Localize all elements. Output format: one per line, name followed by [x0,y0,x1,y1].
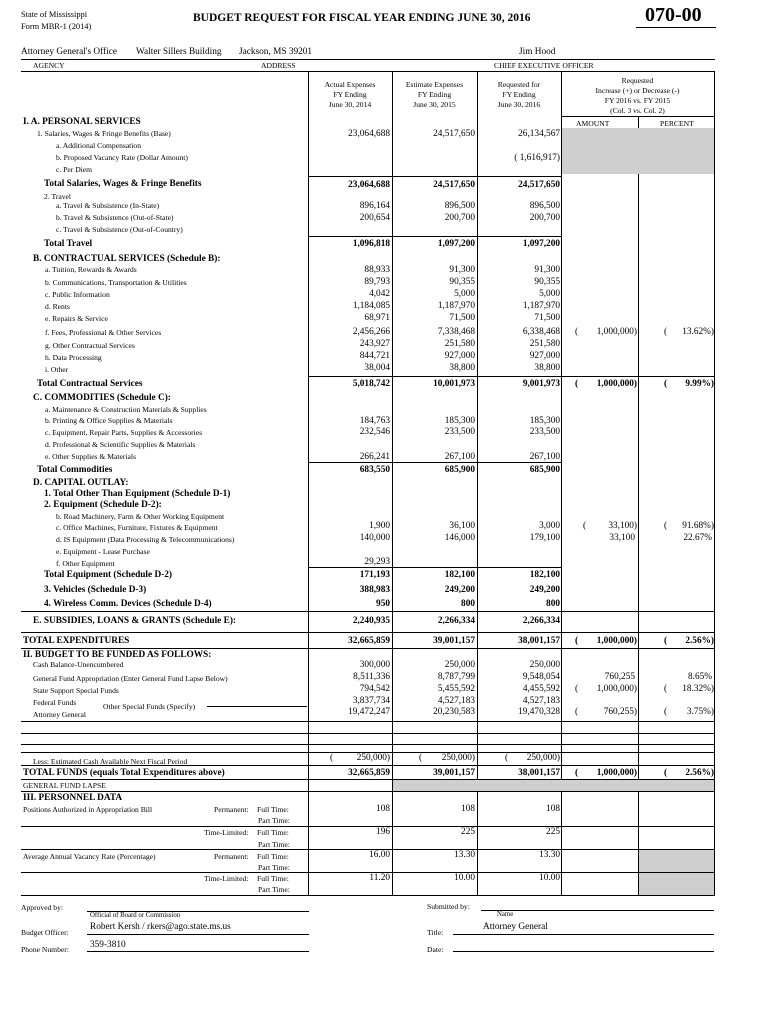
line-label: Full Time: [257,874,289,883]
paren: ( [575,327,579,337]
cell-value: 36,100 [449,521,475,531]
cell-value: 38,001,157 [518,768,560,778]
line-label: Part Time: [258,885,290,894]
cell-value: 38,800 [449,363,475,373]
paren: ( [664,327,668,337]
line-label: e. Repairs & Service [45,314,108,323]
col1-header: Actual Expenses FY Ending June 30, 2014 [324,80,376,109]
cell-value: 146,000 [444,533,475,543]
cell-value: 32,665,859 [348,636,390,646]
cell-value: 388,983 [359,585,390,595]
paren: ( [664,379,668,389]
cell-value: 24,517,650 [518,180,560,190]
line-label: c. Travel & Subsistence (Out-of-Country) [56,225,183,234]
line-label: c. Per Diem [56,165,93,174]
line-label: b. Proposed Vacancy Rate (Dollar Amount) [56,153,188,162]
total-label: Total Commodities [37,465,113,475]
line-label: Part Time: [258,840,290,849]
cell-value: 4,455,592 [522,684,560,694]
funding-heading: II. BUDGET TO BE FUNDED AS FOLLOWS: [23,650,212,660]
change-amount: 33,100) [608,521,637,531]
cell-value: 23,064,688 [348,129,390,139]
change-amount: 1,000,000) [596,768,637,778]
change-amount: 760,255 [604,672,635,682]
cell-value: 185,300 [529,416,560,426]
cell-value: 24,517,650 [433,180,475,190]
cell-value: 171,193 [359,570,390,580]
line-label: g. Other Contractual Services [45,341,135,350]
change-percent: 22.67% [683,533,712,543]
cell-value: 11.20 [369,873,390,883]
capital-heading: D. CAPITAL OUTLAY: [33,478,129,488]
cell-value: 249,200 [529,585,560,595]
line-label: 2. Equipment (Schedule D-2): [44,500,162,510]
cell-value: 7,338,468 [437,327,475,337]
cell-value: 250,000) [526,753,560,763]
cell-value: 38,004 [364,363,390,373]
paren: ( [575,684,579,694]
change-amount: 1,000,000) [596,684,637,694]
cell-value: 10.00 [454,873,475,883]
cell-value: 19,472,247 [348,707,390,717]
cell-value: 9,548,054 [522,672,560,682]
cell-value: 250,000 [444,660,475,670]
cell-value: 794,542 [359,684,390,694]
cell-value: 9,001,973 [522,379,560,389]
official-label: Official of Board or Commission [90,912,181,919]
cell-value: 19,470,328 [518,707,560,717]
cell-value: 233,500 [444,427,475,437]
cell-value: 26,134,567 [518,129,560,139]
change-percent: 13.62%) [682,327,714,337]
line-label: b. Communications, Transportation & Utilities [45,278,187,287]
cell-value: 20,230,583 [433,707,475,717]
cell-value: 13.30 [454,850,475,860]
change-percent: 3.75%) [686,707,714,717]
phone-value[interactable]: 359-3810 [90,940,126,950]
shaded-cell [393,780,714,791]
approved-by-label: Approved by: [21,903,63,912]
cell-value: 4,042 [369,289,390,299]
paren: ( [664,521,668,531]
cell-value: 232,546 [359,427,390,437]
line-label: a. Tuition, Rewards & Awards [45,265,137,274]
cell-value: 927,000 [444,351,475,361]
line-label: General Fund Appropriation (Enter General Fund Lapse Below) [33,674,228,683]
line-label: Full Time: [257,828,289,837]
ceo-name: Jim Hood [519,47,556,57]
change-percent: 8.65% [687,672,712,682]
cell-value: 1,187,970 [522,301,560,311]
paren: ( [505,753,509,763]
cell-value: 233,500 [529,427,560,437]
cell-value: 4,527,183 [522,696,560,706]
change-amount: 1,000,000) [596,327,637,337]
line-label: Permanent: [214,852,249,861]
cell-value: 927,000 [529,351,560,361]
paren: ( [575,768,579,778]
cell-value: 266,241 [359,452,390,462]
cell-value: 13.30 [539,850,560,860]
cell-value: 39,001,157 [433,636,475,646]
line-label: Other Special Funds (Specify) [103,702,196,711]
cell-value: 243,927 [359,339,390,349]
change-percent: 2.56%) [685,768,714,778]
cell-value: 1,096,818 [352,239,390,249]
line-label: e. Equipment - Lease Purchase [56,547,150,556]
cell-value: 5,000 [539,289,560,299]
cell-value: 88,933 [364,265,390,275]
col2-header: Estimate Expenses FY Ending June 30, 2015 [405,80,464,109]
cell-value: 184,763 [359,416,390,426]
lapse-label: GENERAL FUND LAPSE [23,781,106,790]
line-label: f. Other Equipment [56,559,115,568]
line-label: e. Other Supplies & Materials [45,452,136,461]
percent-header: PERCENT [660,119,694,128]
line-label: Part Time: [258,863,290,872]
cell-value: 250,000) [356,753,390,763]
line-label: b. Printing & Office Supplies & Materials [45,416,173,425]
state-label: State of Mississippi [21,10,88,19]
cell-value: 6,338,468 [522,327,560,337]
form-label: Form MBR-1 (2014) [21,22,92,31]
line-label: Time-Limited: [204,828,249,837]
cell-value: 29,293 [364,557,390,567]
paren: ( [664,684,668,694]
paren: ( [575,636,579,646]
line-label: i. Other [45,365,69,374]
cell-value: 844,721 [359,351,390,361]
paren: ( [664,636,668,646]
cell-value: 140,000 [359,533,390,543]
cell-value: 249,200 [444,585,475,595]
commodities-heading: C. COMMODITIES (Schedule C): [33,393,171,403]
cell-value: 185,300 [444,416,475,426]
cell-value: 225 [546,827,560,837]
cell-value: 2,456,266 [352,327,390,337]
cell-value: 800 [461,599,475,609]
line-label: h. Data Processing [45,353,102,362]
agency-city: Jackson, MS 39201 [239,47,313,57]
cell-value: 200,654 [359,213,390,223]
cell-value: 179,100 [529,533,560,543]
amount-header: AMOUNT [576,119,610,128]
cell-value: 89,793 [364,277,390,287]
cell-value: 250,000 [529,660,560,670]
cell-value: 10,001,973 [433,379,475,389]
cell-value: 300,000 [359,660,390,670]
cell-value: 251,580 [444,339,475,349]
line-label: a. Maintenance & Construction Materials & Supplies [45,405,207,414]
cell-value: 2,266,334 [437,616,475,626]
cell-value: 896,500 [444,201,475,211]
line-label: a. Travel & Subsistence (In-State) [56,201,160,210]
col4-header: Requested Increase (+) or Decrease (-) FY 2016 vs. FY 2015 (Col. 3 vs. Col. 2) [595,76,680,115]
cell-value: 3,000 [539,521,560,531]
cell-value: 896,164 [359,201,390,211]
line-label: Less: Estimated Cash Available Next Fiscal Period [33,757,188,766]
change-percent: 18.32%) [682,684,714,694]
total-label: Total Equipment (Schedule D-2) [44,570,173,580]
shaded-cell [562,128,714,174]
phone-label: Phone Number: [21,945,69,954]
line-label: d. Rents [45,302,70,311]
line-label: State Support Special Funds [33,686,119,695]
line-label: d. Professional & Scientific Supplies & Materials [45,440,196,449]
change-amount: 33,100 [609,533,635,543]
cell-value: 5,455,592 [437,684,475,694]
cell-value: 896,500 [529,201,560,211]
personal-heading: I. A. PERSONAL SERVICES [23,117,141,127]
cell-value: 685,900 [444,465,475,475]
cell-value: 24,517,650 [433,129,475,139]
line-label: c. Equipment, Repair Parts, Supplies & Accessories [45,428,203,437]
total-label: Total Contractual Services [37,379,143,389]
cell-value: 267,100 [529,452,560,462]
cell-value: 38,800 [534,363,560,373]
cell-value: 32,665,859 [348,768,390,778]
cell-value: 108 [461,804,475,814]
change-amount: 760,255) [603,707,637,717]
cell-value: 182,100 [444,570,475,580]
line-label: 3. Vehicles (Schedule D-3) [44,585,147,595]
cell-value: 5,000 [454,289,475,299]
agency-building: Walter Sillers Building [136,47,222,57]
cell-value: 8,787,799 [437,672,475,682]
line-label: 2. Travel [44,192,72,201]
paren: ( [664,707,668,717]
change-amount: 1,000,000) [596,636,637,646]
contractual-heading: B. CONTRACTUAL SERVICES (Schedule B): [33,254,221,264]
cell-value: 800 [546,599,560,609]
personnel-heading: III. PERSONNEL DATA [23,793,123,803]
cell-value: 90,355 [449,277,475,287]
cell-value: 91,300 [534,265,560,275]
cell-value: 4,527,183 [437,696,475,706]
line-label: b. Road Machinery, Farm & Other Working Equipment [56,512,225,521]
cell-value: 71,500 [534,313,560,323]
line-label: 1. Salaries, Wages & Fringe Benefits (Base) [37,129,171,138]
total-label: Total Travel [44,239,93,249]
cell-value: 685,900 [529,465,560,475]
cell-value: 950 [376,599,390,609]
cell-value: 1,097,200 [522,239,560,249]
cell-value: 90,355 [534,277,560,287]
line-label: b. Travel & Subsistence (Out-of-State) [56,213,174,222]
cell-value: 225 [461,827,475,837]
cell-value: 1,187,970 [437,301,475,311]
paren: ( [583,521,587,531]
cell-value: 267,100 [444,452,475,462]
line-label: Full Time: [257,805,289,814]
cell-value: 683,550 [359,465,390,475]
agency-name: Attorney General's Office [21,47,117,57]
line-label: Federal Funds [33,698,77,707]
line-label: Full Time: [257,852,289,861]
title-label: Title: [427,928,444,937]
line-label: c. Office Machines, Furniture, Fixtures & Equipment [56,523,218,532]
cell-value: 196 [376,827,390,837]
paren: ( [664,768,668,778]
cell-value: 1,900 [369,521,390,531]
line-label: Attorney General [33,710,86,719]
cell-value: 23,064,688 [348,180,390,190]
change-amount: 1,000,000) [596,379,637,389]
paren: ( [575,707,579,717]
line-label: d. IS Equipment (Data Processing & Telecommunications) [56,535,235,544]
line-label: 4. Wireless Comm. Devices (Schedule D-4) [44,599,212,609]
line-label: f. Fees, Professional & Other Services [45,328,162,337]
cell-value: 38,001,157 [518,636,560,646]
line-label: c. Public Information [45,290,110,299]
cell-value: 71,500 [449,313,475,323]
cell-value: 91,300 [449,265,475,275]
address-label: ADDRESS [261,61,296,70]
title-value[interactable]: Attorney General [483,922,548,932]
agency-code: 070-00 [645,4,702,26]
cell-value: 68,971 [364,313,390,323]
paren: ( [575,379,579,389]
page-title: BUDGET REQUEST FOR FISCAL YEAR ENDING JUNE 30, 2016 [193,12,531,24]
cell-value: 10.00 [539,873,560,883]
cell-value: 1,097,200 [437,239,475,249]
change-percent: 9.99%) [685,379,714,389]
change-percent: 91.68%) [682,521,714,531]
total-funds-label: TOTAL FUNDS (equals Total Expenditures above) [23,768,225,778]
budget-officer-value[interactable]: Robert Kersh / rkers@ago.state.ms.us [90,922,231,932]
line-label: Permanent: [214,805,249,814]
budget-officer-label: Budget Officer: [21,928,69,937]
cell-value: 182,100 [529,570,560,580]
col3-header: Requested for FY Ending June 30, 2016 [497,80,541,109]
subsidies-label: E. SUBSIDIES, LOANS & GRANTS (Schedule E): [33,616,237,626]
cell-value: 16.00 [369,850,390,860]
cell-value: 108 [376,804,390,814]
line-label: Cash Balance-Unencumbered [33,660,124,669]
cell-value: 5,018,742 [352,379,390,389]
cell-value: 2,266,334 [522,616,560,626]
ceo-label: CHIEF EXECUTIVE OFFICER [494,61,594,70]
cell-value: 200,700 [444,213,475,223]
cell-value: 250,000) [441,753,475,763]
line-label: Time-Limited: [204,874,249,883]
cell-value: 200,700 [529,213,560,223]
cell-value: ( 1,616,917) [514,153,560,163]
cell-value: 108 [546,804,560,814]
line-label: Average Annual Vacancy Rate (Percentage) [23,852,156,861]
cell-value: 39,001,157 [433,768,475,778]
change-percent: 2.56%) [685,636,714,646]
paren: ( [330,753,334,763]
total-label: Total Salaries, Wages & Fringe Benefits [44,179,202,189]
cell-value: 8,511,336 [353,672,390,682]
date-label: Date: [427,945,444,954]
total-expenditures-label: TOTAL EXPENDITURES [23,636,130,646]
cell-value: 1,184,085 [352,301,390,311]
line-label: Part Time: [258,816,290,825]
agency-label: AGENCY [33,61,65,70]
line-label: a. Additional Compensation [56,141,141,150]
cell-value: 3,837,734 [352,696,390,706]
submitted-by-label: Submitted by: [427,902,470,911]
line-label: 1. Total Other Than Equipment (Schedule D-1) [44,489,231,499]
paren: ( [419,753,423,763]
cell-value: 2,240,935 [352,616,390,626]
line-label: Positions Authorized in Appropriation Bill [23,805,153,814]
name-label: Name [497,911,514,918]
cell-value: 251,580 [529,339,560,349]
